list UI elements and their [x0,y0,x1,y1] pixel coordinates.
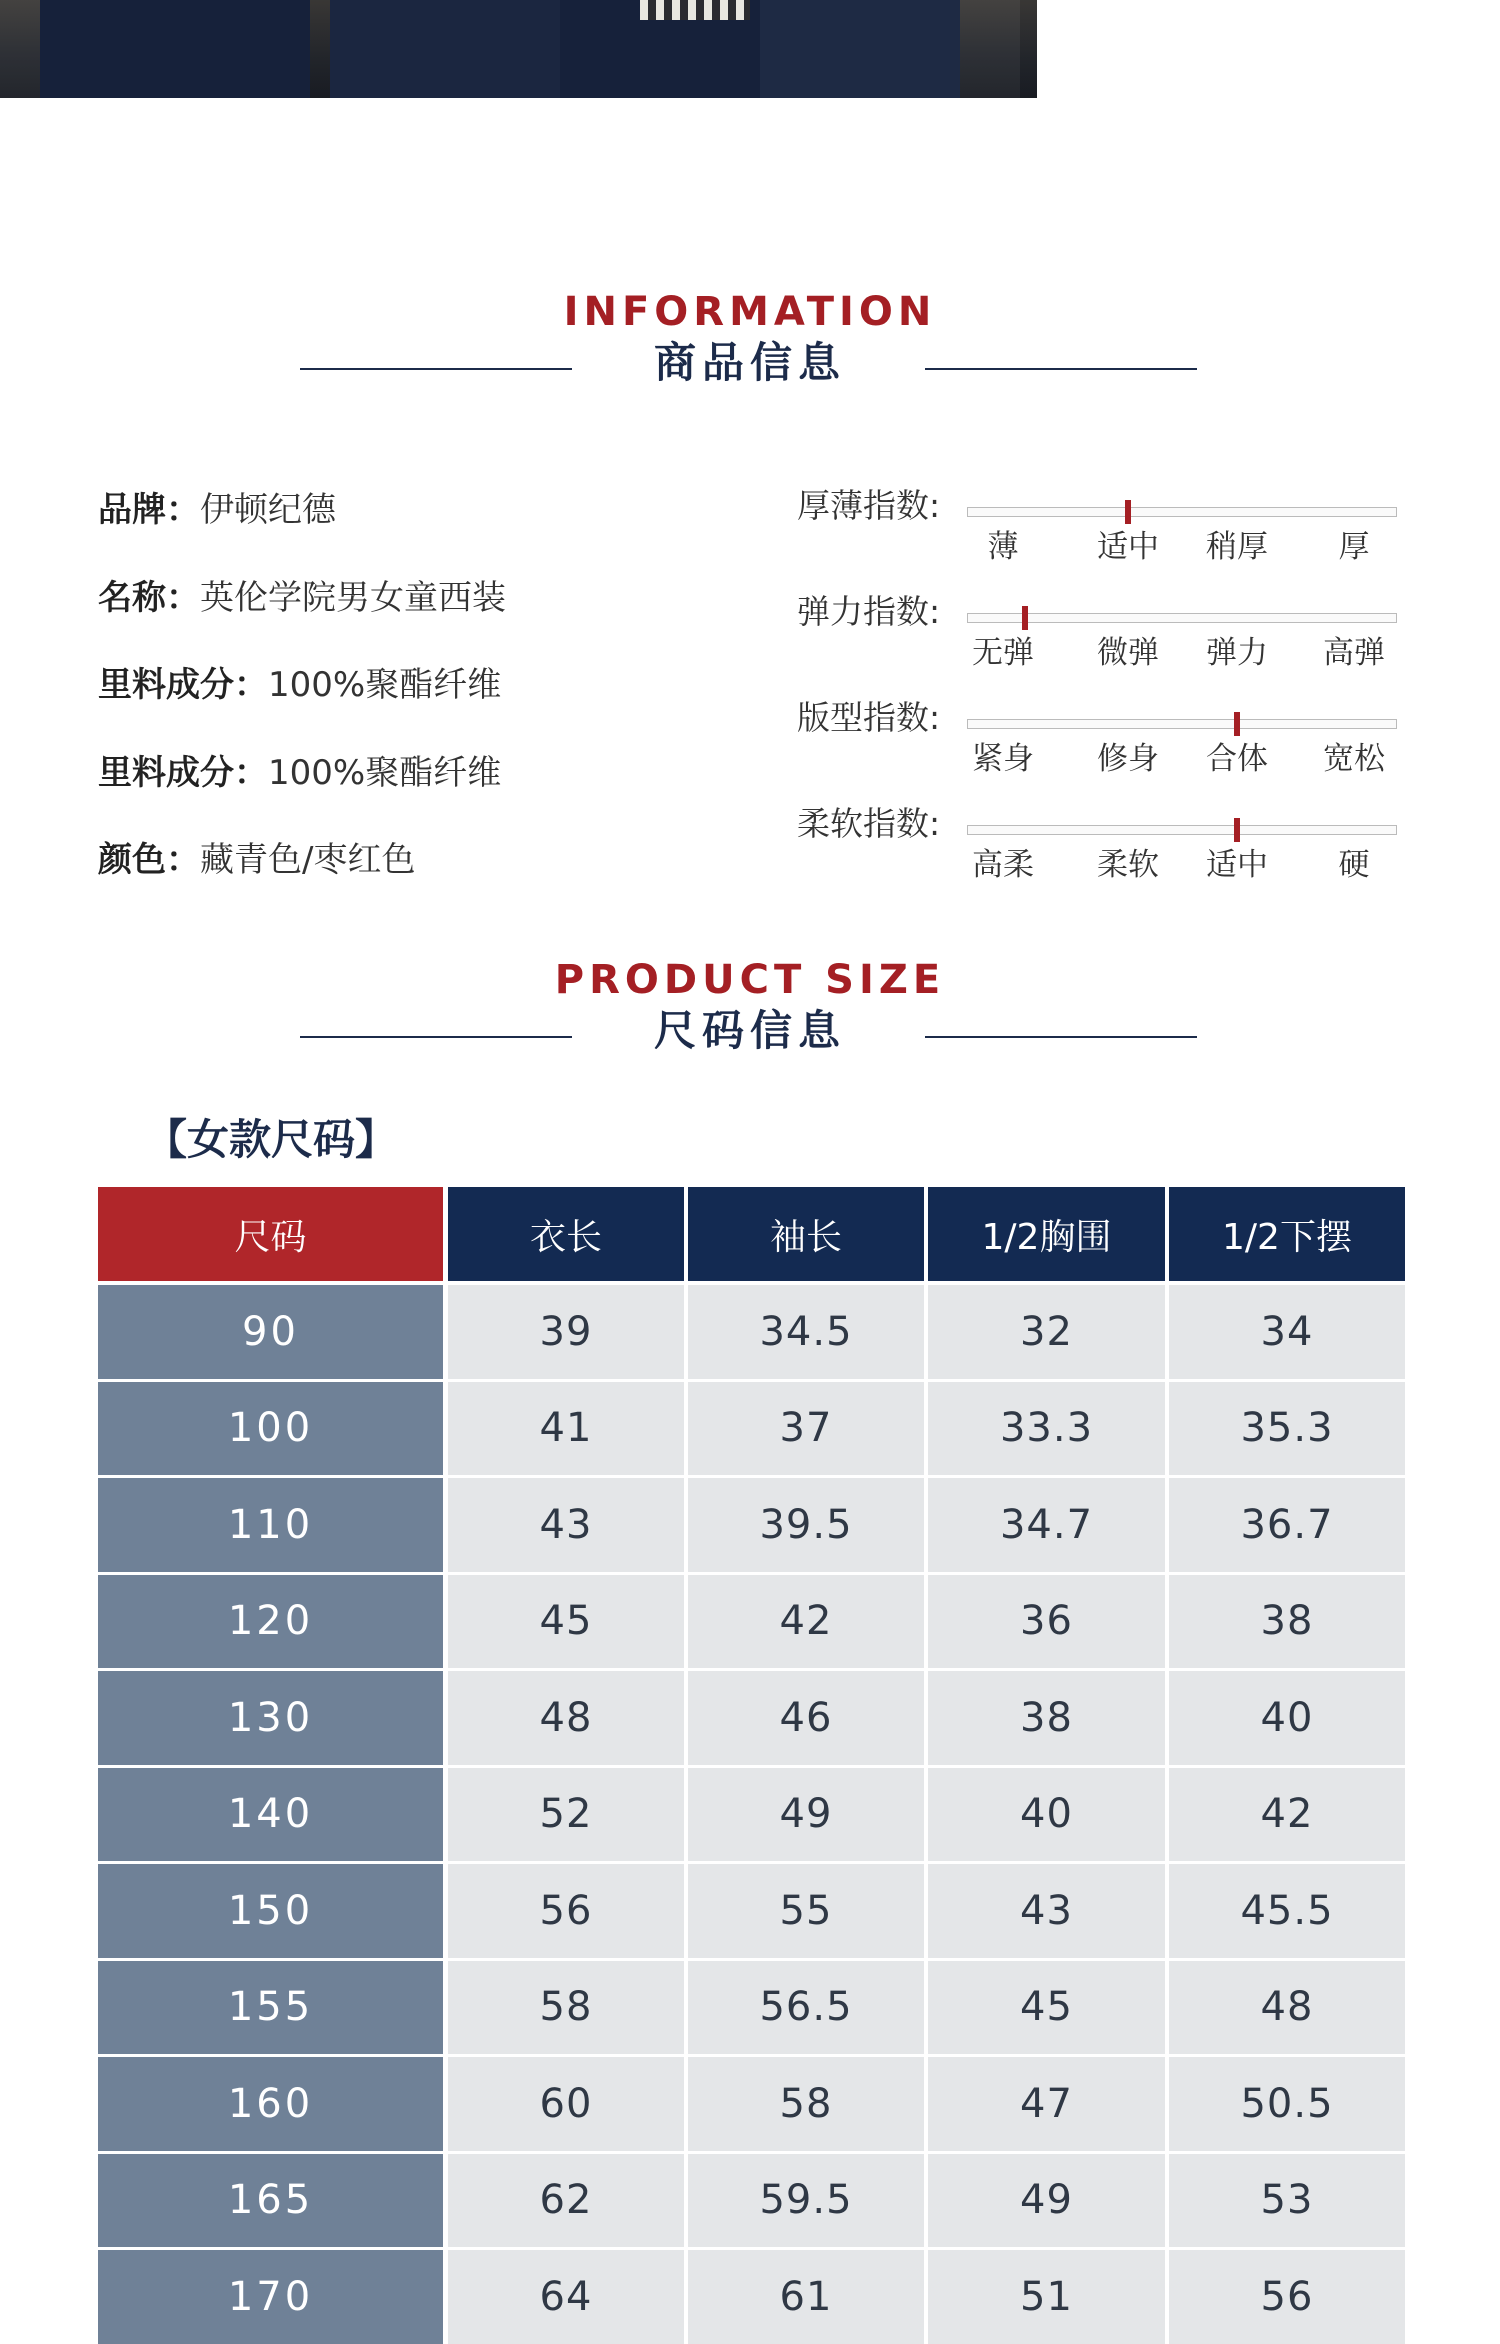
index-option: 微弹 [1097,635,1159,671]
table-cell: 43 [928,1864,1165,1958]
size-label-cell: 170 [98,2250,443,2344]
table-cell: 58 [448,1961,684,2055]
info-heading-en: INFORMATION [563,289,937,335]
table-cell: 37 [688,1382,924,1476]
info-color: 颜色：藏青色/枣红色 [98,840,416,880]
table-header-cell: 衣长 [448,1187,684,1281]
table-cell: 39 [448,1285,684,1379]
table-cell: 34.5 [688,1285,924,1379]
index-option: 稍厚 [1206,529,1268,565]
index-option: 合体 [1206,741,1268,777]
table-cell: 53 [1169,2154,1405,2248]
info-section-header [0,288,1500,390]
info-brand: 品牌：伊顿纪德 [98,490,336,530]
table-cell: 62 [448,2154,684,2248]
table-cell: 59.5 [688,2154,924,2248]
index-option: 弹力 [1206,635,1268,671]
size-label-cell: 155 [98,1961,443,2055]
table-cell: 46 [688,1671,924,1765]
table-cell: 42 [1169,1768,1405,1862]
table-cell: 41 [448,1382,684,1476]
table-cell: 40 [928,1768,1165,1862]
size-table-title: 【女款尺码】 [145,1115,398,1164]
table-cell: 49 [688,1768,924,1862]
table-header-cell: 尺码 [98,1187,443,1281]
index-option: 高柔 [972,847,1034,883]
size-label-cell: 120 [98,1575,443,1669]
index-scale-bar [967,719,1397,729]
index-option: 高弹 [1323,635,1385,671]
table-cell: 45 [928,1961,1165,2055]
index-option: 紧身 [972,741,1034,777]
table-cell: 38 [1169,1575,1405,1669]
size-label-cell: 140 [98,1768,443,1862]
info-lining-2: 里料成分：100%聚酯纤维 [98,753,502,793]
table-cell: 50.5 [1169,2057,1405,2151]
size-label-cell: 130 [98,1671,443,1765]
table-cell: 36.7 [1169,1478,1405,1572]
table-cell: 39.5 [688,1478,924,1572]
table-cell: 52 [448,1768,684,1862]
table-cell: 56.5 [688,1961,924,2055]
table-cell: 42 [688,1575,924,1669]
index-label: 弹力指数: [797,592,941,631]
index-marker [1022,606,1028,630]
index-marker [1234,818,1240,842]
index-scale-bar [967,507,1397,517]
index-option: 适中 [1097,529,1159,565]
table-cell: 56 [448,1864,684,1958]
size-label-cell: 100 [98,1382,443,1476]
table-cell: 61 [688,2250,924,2344]
table-cell: 55 [688,1864,924,1958]
table-cell: 64 [448,2250,684,2344]
size-label-cell: 160 [98,2057,443,2151]
table-cell: 38 [928,1671,1165,1765]
table-header-cell: 1/2下摆 [1169,1187,1405,1281]
table-cell: 48 [448,1671,684,1765]
divider-line [300,1036,572,1038]
table-cell: 45.5 [1169,1864,1405,1958]
index-option: 适中 [1206,847,1268,883]
index-marker [1125,500,1131,524]
index-marker [1234,712,1240,736]
table-cell: 48 [1169,1961,1405,2055]
table-cell: 51 [928,2250,1165,2344]
index-option: 宽松 [1323,741,1385,777]
product-photo [0,0,1037,98]
divider-line [925,1036,1197,1038]
table-cell: 40 [1169,1671,1405,1765]
index-scale-bar [967,825,1397,835]
size-label-cell: 165 [98,2154,443,2248]
divider-line [925,368,1197,370]
table-cell: 34 [1169,1285,1405,1379]
size-heading-en: PRODUCT SIZE [554,957,946,1003]
index-option: 厚 [1338,529,1370,565]
table-cell: 49 [928,2154,1165,2248]
table-cell: 60 [448,2057,684,2151]
table-cell: 32 [928,1285,1165,1379]
divider-line [300,368,572,370]
index-label: 柔软指数: [797,804,941,843]
table-header-cell: 袖长 [688,1187,924,1281]
table-cell: 43 [448,1478,684,1572]
size-label-cell: 110 [98,1478,443,1572]
index-option: 柔软 [1097,847,1159,883]
table-cell: 35.3 [1169,1382,1405,1476]
table-cell: 47 [928,2057,1165,2151]
table-cell: 58 [688,2057,924,2151]
index-option: 薄 [987,529,1019,565]
table-header-cell: 1/2胸围 [928,1187,1165,1281]
table-cell: 33.3 [928,1382,1165,1476]
size-label-cell: 150 [98,1864,443,1958]
index-scale-bar [967,613,1397,623]
size-heading-cn: 尺码信息 [653,1006,846,1055]
table-cell: 45 [448,1575,684,1669]
index-label: 厚薄指数: [797,486,941,525]
index-label: 版型指数: [797,698,941,737]
info-lining: 里料成分：100%聚酯纤维 [98,665,502,705]
info-heading-cn: 商品信息 [653,338,846,387]
size-label-cell: 90 [98,1285,443,1379]
index-option: 硬 [1338,847,1370,883]
table-cell: 36 [928,1575,1165,1669]
index-option: 修身 [1097,741,1159,777]
size-section-header [0,956,1500,1058]
index-option: 无弹 [972,635,1034,671]
table-cell: 34.7 [928,1478,1165,1572]
table-cell: 56 [1169,2250,1405,2344]
info-name: 名称：英伦学院男女童西装 [98,578,506,618]
